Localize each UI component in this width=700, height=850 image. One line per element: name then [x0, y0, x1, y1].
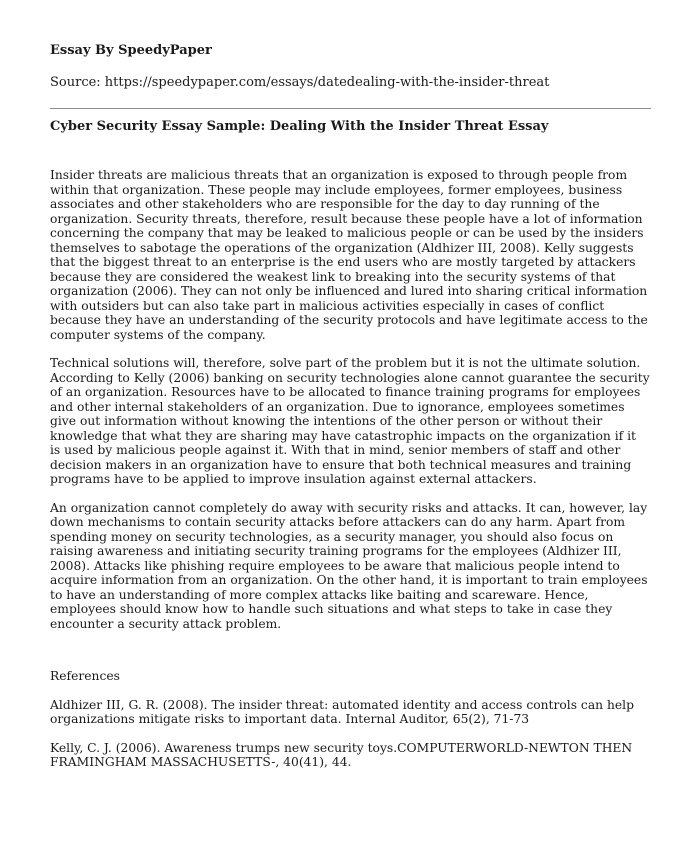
references-heading: References [50, 669, 120, 683]
document-page [50, 42, 650, 770]
essay-title: Cyber Security Essay Sample: Dealing With the Insider Threat Essay [50, 119, 549, 134]
source-line: Source: https://speedypaper.com/essays/datedealing-with-the-insider-threat [50, 75, 550, 90]
essay-paragraph: Technical solutions will, therefore, solve part of the problem but it is not the ultimate solution. According to Kelly (2006) banking on security technologies alone cannot guarantee the security of an organization. Resources have to be allocated to finance training programs for employees and other internal stakeholders of an organization. Due to ignorance, employees sometimes give out information without knowing the intentions of the other person or without their knowledge that what they are sharing may have catastrophic impacts on the organization if it is used by malicious people against it. With that in mind, senior members of staff and other decision makers in an organization have to ensure that both technical measures and training programs have to be applied to improve insulation against external attackers. [50, 356, 650, 486]
reference-item: Aldhizer III, G. R. (2008). The insider threat: automated identity and access controls can help organizations mitigate risks to important data. Internal Auditor, 65(2), 71-73 [50, 697, 634, 726]
essay-body [50, 168, 650, 631]
document-header-title: Essay By SpeedyPaper [50, 43, 212, 58]
header-divider [50, 108, 651, 109]
essay-paragraph: An organization cannot completely do away with security risks and attacks. It can, however, lay down mechanisms to contain security attacks before attackers can do any harm. Apart from spending money on security technologies, as a security manager, you should also focus on raising awareness and initiating security training programs for the employees (Aldhizer III, 2008). Attacks like phishing require employees to be aware that malicious people intend to acquire information from an organization. On the other hand, it is important to train employees to have an understanding of more complex attacks like baiting and scareware. Hence, employees should know how to handle such situations and what steps to take in case they encounter a security attack problem. [50, 500, 648, 631]
reference-item: Kelly, C. J. (2006). Awareness trumps new security toys.COMPUTERWORLD-NEWTON THEN FRAMINGHAM MASSACHUSETTS-, 40(41), 44. [50, 740, 633, 769]
essay-paragraph: Insider threats are malicious threats that an organization is exposed to through people from within that organization. These people may include employees, former employees, business associates and other stakeholders who are responsible for the day to day running of the organization. Security threats, therefore, result because these people have a lot of information concerning the company that may be leaked to malicious people or can be used by the insiders themselves to sabotage the operations of the organization (Aldhizer III, 2008). Kelly suggests that the biggest threat to an enterprise is the end users who are mostly targeted by attackers because they are considered the weakest link to breaking into the security systems of that organization (2006). They can not only be influenced and lured into sharing critical information with outsiders but can also take part in malicious activities especially in cases of conflict because they have an understanding of the security protocols and have legitimate access to the computer systems of the company. [50, 168, 648, 342]
